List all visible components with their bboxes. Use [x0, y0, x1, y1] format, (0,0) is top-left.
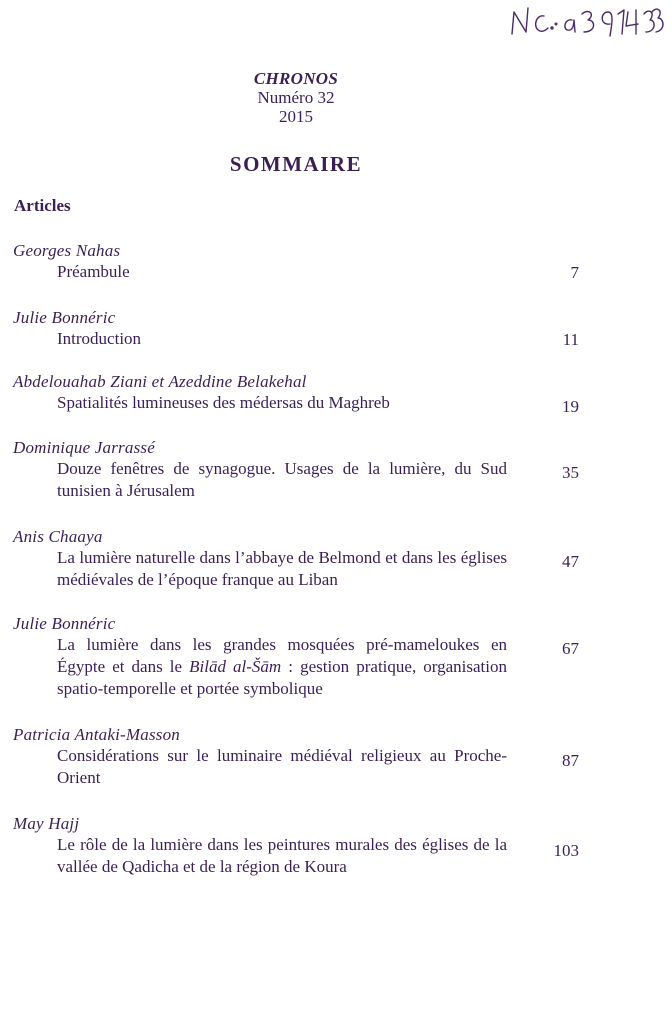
entry-page: 11 — [562, 330, 579, 349]
entry-author: May Hajj — [13, 814, 80, 833]
entry-author: Georges Nahas — [13, 241, 121, 260]
entry-page: 7 — [570, 263, 579, 282]
entry-title: Spatialités lumineuses des médersas du Maghreb — [57, 393, 390, 412]
entry-page: 35 — [562, 463, 579, 482]
entry-page: 87 — [562, 751, 579, 770]
section-heading: Articles — [14, 196, 71, 215]
entry-author: Julie Bonnéric — [13, 614, 116, 633]
issue-year: 2015 — [279, 107, 313, 126]
entry-author: Dominique Jarrassé — [13, 438, 155, 457]
handwritten-note-drawing — [506, 2, 668, 42]
entry-page: 103 — [553, 841, 579, 860]
entry-author: Anis Chaaya — [13, 527, 103, 546]
entry-title: Introduction — [57, 329, 142, 348]
handwritten-note — [506, 2, 668, 42]
entry-author: Abdelouahab Ziani et Azeddine Belakehal — [13, 372, 307, 391]
entry-page: 19 — [562, 397, 579, 416]
entry-author: Patricia Antaki-Masson — [13, 725, 180, 744]
issue-number: Numéro 32 — [257, 88, 335, 107]
entry-page: 47 — [562, 552, 579, 571]
entry-title: Le rôle de la lumière dans les peintures murales des églises de la vallée de Qadicha et de la région de Koura — [57, 835, 507, 876]
entry-title — [57, 634, 507, 700]
entry-author: Julie Bonnéric — [13, 308, 116, 327]
entry-title-part: La lumière dans les grandes mosquées pré-mameloukes en Égypte et dans le — [57, 635, 507, 676]
entry-page: 67 — [562, 639, 579, 658]
journal-name: CHRONOS — [253, 69, 339, 88]
entry-title: Douze fenêtres de synagogue. Usages de la lumière, du Sud tunisien à Jérusalem — [57, 459, 507, 500]
entry-title: Considérations sur le luminaire médiéval religieux au Proche-Orient — [57, 746, 507, 787]
page-title: SOMMAIRE — [229, 152, 363, 176]
masthead — [0, 69, 592, 126]
entry-title: Préambule — [57, 262, 130, 281]
entry-title: La lumière naturelle dans l’abbaye de Belmond et dans les églises médiévales de l’époque franque au Liban — [57, 548, 507, 589]
entry-title-part: : gestion pratique, organisation spatio-temporelle et portée symbolique — [57, 657, 507, 698]
entry-title-italic: Bilād al-Šām — [189, 657, 282, 676]
